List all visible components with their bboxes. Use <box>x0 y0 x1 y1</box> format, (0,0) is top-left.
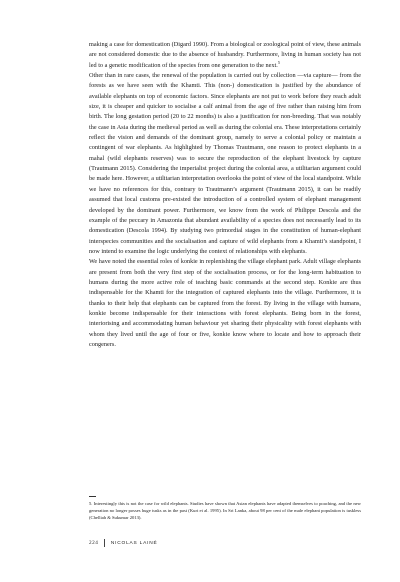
footnote-divider <box>89 496 96 497</box>
paragraph-3: We have noted the essential roles of konkie in replenishing the village elephant park. Adult village elephants are present from both the very first step of the socialisation process, or for the long-term habituation to humans during the more active role of teaching basic commands at the second step. Konkie are thus indispensable for the Khamti for the integration of captured elephants into the village. Furthermore, it is thanks to their help that elephants can be captured from the forest. By living in the village with humans, konkie become indispensable for their interactions with forest elephants. Being born in the forest, interiorising and accommodating human behaviour yet sharing their physicality with forest elephants with whom they lived until the age of four or five, konkie know where to locate and how to approach their congeners. <box>89 258 361 348</box>
paragraph-1 <box>89 40 361 71</box>
footnote-marker: 5 <box>277 59 280 65</box>
paragraph-2: Other than in rare cases, the renewal of the population is carried out by collection —via capture— from the forests as we have seen with the Khamti. This (non-) domestication is justified by the abundance of available elephants on top of economic factors. Since elephants are not put to work before they reach adult size, it is cheaper and quicker to socialise a calf animal from the age of five rather than raising him from birth. The long gestation period (20 to 22 months) is also a justification for non-breeding. That was notably the case in Asia during the medieval period as well as during the colonial era. These interpretations certainly reflect the vision and demands of the dominant group, namely to serve a colonial policy or maintain a contingent of war elephants. As highlighted by Thomas Trautmann, one reason to protect elephants in a mahal (wild elephants reserves) was to secure the reproduction of the elephant livestock by capture (Trautmann 2015). Considering the imperialist project during the colonial area, a utilitarian argument could be made here. However, a utilitarian interpretation overlooks the point of view of the local standpoint. While we have no references for this, contrary to Trautmann’s argument (Trautmann 2015), it can be readily assumed that local customs pre-existed the introduction of a controlled system of elephant management developed by the dominant power. Furthermore, we know from the work of Philippe Descola and the example of the peccary in Amazonia that abundant availability of a species does not necessarily lead to its domestication (Descola 1994). By studying two primordial stages in the constitution of human-elephant interspecies communities and the socialisation and capture of wild elephants from a Khamti’s standpoint, I now intend to examine the logic underlying the context of relationships with elephants. <box>89 72 361 255</box>
running-author: NICOLAS LAINÉ <box>110 540 158 546</box>
page-number: 224 <box>89 540 99 546</box>
paragraph-1-text: making a case for domestication (Digard 1990). From a biological or zoological point of view, these animals are not considered domestic due to the absence of husbandry. Furthermore, living in human society has not led to a genetic modification of the species from one generation to the next. <box>89 41 361 69</box>
page-footer <box>89 539 158 547</box>
footer-separator <box>104 539 105 547</box>
body-text <box>89 40 361 350</box>
footnote: 5. Interestingly this is not the case for wild elephants. Studies have shown that Asian elephants have adapted themselves to poaching, and the new generation no longer posses huge tusks as in the past (Kurt et al. 1995). In Sri Lanka, about 98 per cent of the male elephant population is tuskless (Chelliah & Sukumar 2013). <box>89 501 361 521</box>
